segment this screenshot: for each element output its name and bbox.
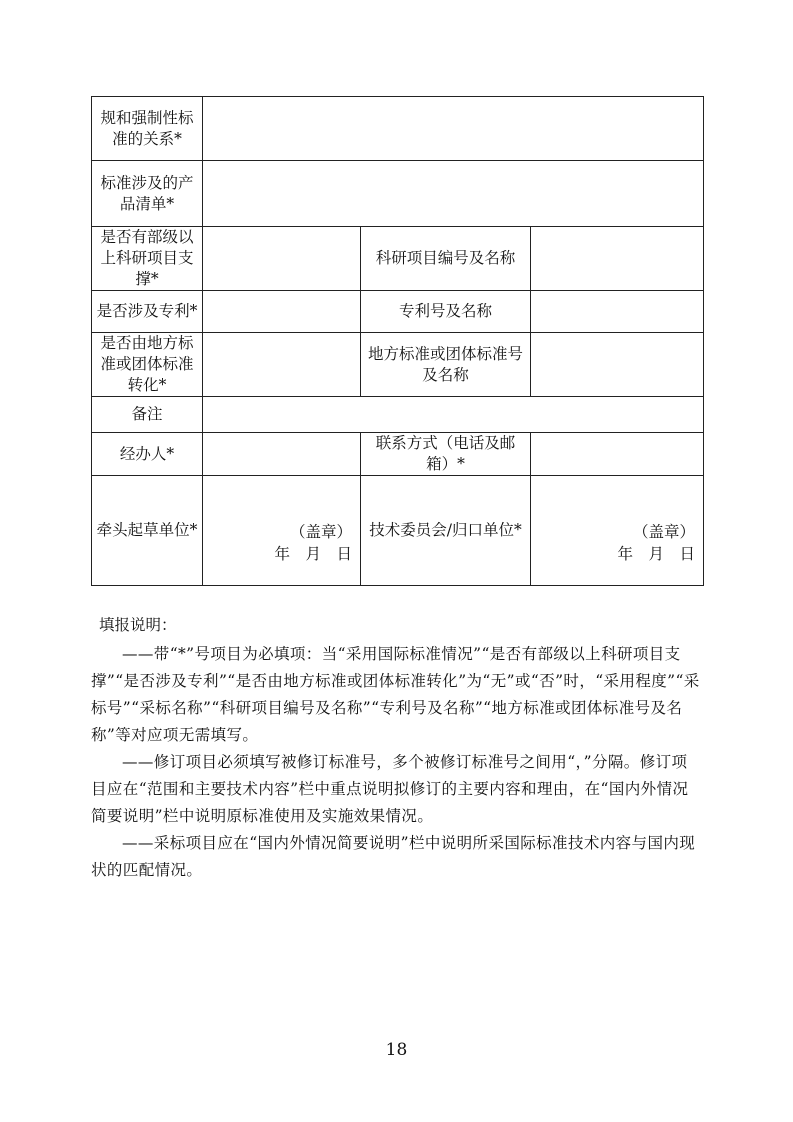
date-text: 年 月 日 [274, 545, 352, 563]
field-research-support[interactable] [203, 227, 361, 291]
stamp-text: （盖章） [289, 523, 352, 541]
date-text: 年 月 日 [617, 545, 695, 563]
label-lead-drafter: 牵头起草单位* [92, 476, 203, 586]
field-technical-committee-stamp[interactable] [531, 476, 704, 586]
field-research-project[interactable] [531, 227, 704, 291]
instruction-paragraph: ——采标项目应在“国内外情况简要说明”栏中说明所采国际标准技术内容与国内现状的匹配情况。 [91, 834, 696, 879]
field-patent-number[interactable] [531, 291, 704, 333]
instructions-title: 填报说明： [99, 616, 177, 634]
field-local-standard-number[interactable] [531, 333, 704, 397]
label-remarks: 备注 [92, 397, 203, 433]
field-handler[interactable] [203, 433, 361, 476]
label-product-list: 标准涉及的产品清单* [92, 161, 203, 227]
label-local-standard: 是否由地方标准或团体标准转化* [92, 333, 203, 397]
instruction-paragraph: ——带“*”号项目为必填项：当“采用国际标准情况”“是否有部级以上科研项目支撑”“是否涉及专利”“是否由地方标准或团体标准转化”为“无”或“否”时，“采用程度”“采标号”“采标名称”“科研项目编号及名称”“专利号及名称”“地方标准或团体标准号及名称”等对应项无需填写。 [91, 645, 700, 744]
label-patent-number: 专利号及名称 [361, 291, 531, 333]
field-standard-relation[interactable] [203, 97, 704, 161]
instruction-paragraph: ——修订项目必须填写被修订标准号，多个被修订标准号之间用“，”分隔。修订项目应在“范围和主要技术内容”栏中重点说明拟修订的主要内容和理由，在“国内外情况简要说明”栏中说明原标准使用及实施效果情况。 [91, 753, 689, 825]
field-contact[interactable] [531, 433, 704, 476]
label-research-support: 是否有部级以上科研项目支撑* [92, 227, 203, 291]
field-product-list[interactable] [203, 161, 704, 227]
label-technical-committee: 技术委员会/归口单位* [361, 476, 531, 586]
field-local-standard[interactable] [203, 333, 361, 397]
label-handler: 经办人* [92, 433, 203, 476]
label-patent: 是否涉及专利* [92, 291, 203, 333]
label-contact: 联系方式（电话及邮箱）* [361, 433, 531, 476]
label-local-standard-number: 地方标准或团体标准号及名称 [361, 333, 531, 397]
page-number: 18 [385, 1040, 408, 1060]
field-lead-drafter-stamp[interactable] [203, 476, 361, 586]
field-patent[interactable] [203, 291, 361, 333]
stamp-text: （盖章） [632, 523, 695, 541]
label-standard-relation: 规和强制性标准的关系* [92, 97, 203, 161]
field-remarks[interactable] [203, 397, 704, 433]
filling-instructions [91, 612, 703, 884]
project-info-table [91, 96, 704, 586]
label-research-project: 科研项目编号及名称 [361, 227, 531, 291]
